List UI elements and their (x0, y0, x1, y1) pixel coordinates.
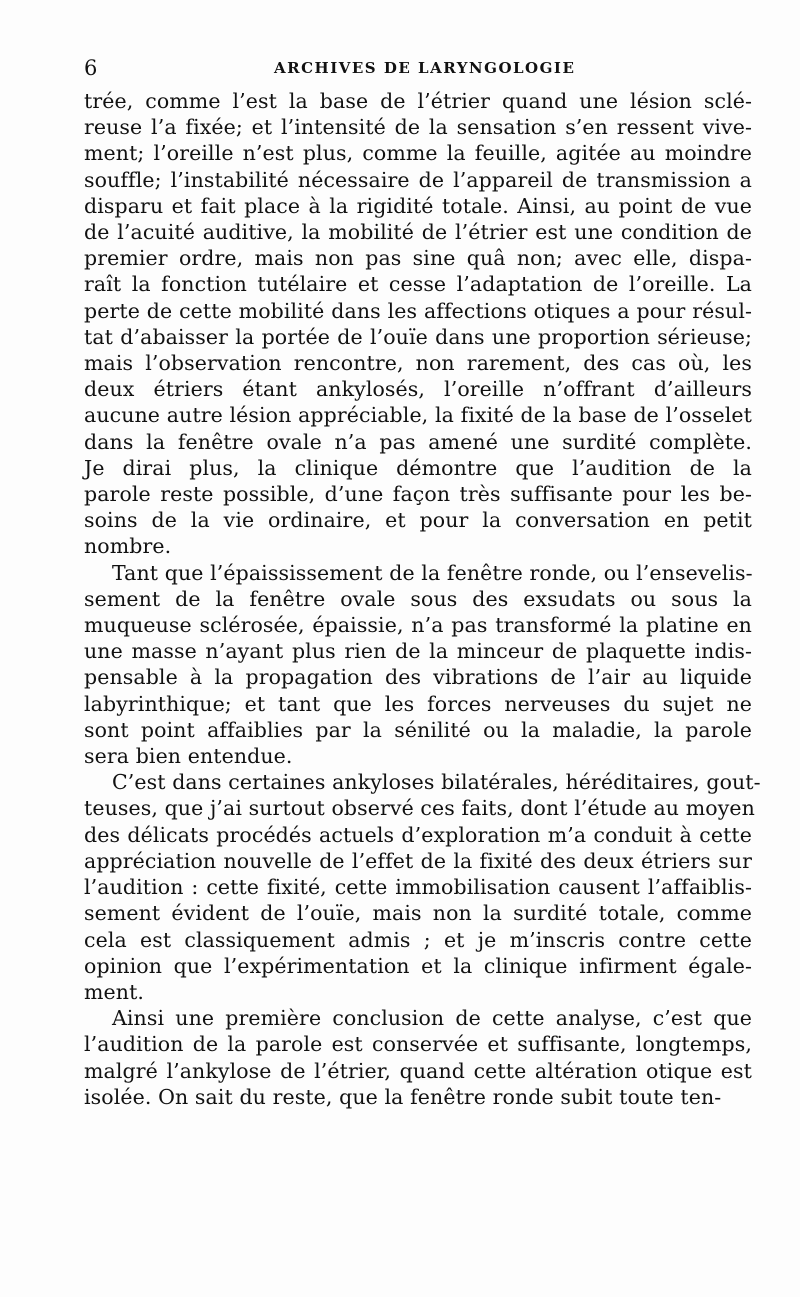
text-line: ment; l’oreille n’est plus, comme la feuille, agitée au moindre (84, 141, 752, 166)
text-line: parole reste possible, d’une façon très suffisante pour les be- (84, 482, 752, 507)
text-line: deux étriers étant ankylosés, l’oreille n’offrant d’ailleurs (84, 377, 752, 402)
text-line: une masse n’ayant plus rien de la minceur de plaquette indis- (84, 639, 752, 664)
text-line: reuse l’a fixée; et l’intensité de la sensation s’en ressent vive- (84, 115, 752, 140)
text-line: l’audition de la parole est conservée et suffisante, longtemps, (84, 1032, 752, 1057)
text-line: mais l’observation rencontre, non rarement, des cas où, les (84, 351, 752, 376)
text-line: tat d’abaisser la portée de l’ouïe dans une proportion sérieuse; (84, 324, 752, 349)
body-text (84, 88, 761, 1110)
text-line: disparu et fait place à la rigidité totale. Ainsi, au point de vue (84, 193, 752, 218)
page-number: 6 (84, 56, 98, 80)
text-line: sement évident de l’ouïe, mais non la surdité totale, comme (84, 901, 752, 926)
text-line: dans la fenêtre ovale n’a pas amené une surdité complète. (84, 429, 752, 454)
text-line: sont point affaiblies par la sénilité ou la maladie, la parole (84, 717, 752, 742)
page-header (84, 56, 752, 84)
text-line: souffle; l’instabilité nécessaire de l’appareil de transmission a (84, 167, 752, 192)
text-line: appréciation nouvelle de l’effet de la fixité des deux étriers sur (84, 848, 752, 873)
text-line: teuses, que j’ai surtout observé ces faits, dont l’étude au moyen (84, 796, 755, 821)
text-line: C’est dans certaines ankyloses bilatérales, héréditaires, gout- (112, 770, 761, 795)
text-line: trée, comme l’est la base de l’étrier quand une lésion sclé- (84, 89, 752, 113)
text-line: nombre. (84, 534, 172, 559)
text-line: ment. (84, 979, 145, 1004)
text-line: sera bien entendue. (84, 744, 293, 769)
text-line: Je dirai plus, la clinique démontre que l’audition de la (84, 455, 752, 480)
text-line: Tant que l’épaississement de la fenêtre ronde, ou l’ensevelis- (112, 560, 753, 585)
text-line: de l’acuité auditive, la mobilité de l’étrier est une condition de (84, 220, 752, 245)
text-line: aucune autre lésion appréciable, la fixité de la base de l’osselet (84, 403, 752, 428)
text-line: cela est classiquement admis ; et je m’inscris contre cette (84, 927, 752, 952)
paragraph (84, 560, 752, 770)
text-line: pensable à la propagation des vibrations de l’air au liquide (84, 665, 752, 690)
text-line: malgré l’ankylose de l’étrier, quand cette altération otique est (84, 1058, 752, 1083)
paragraph (84, 88, 752, 560)
text-line: sement de la fenêtre ovale sous des exsudats ou sous la (84, 586, 752, 611)
text-line: muqueuse sclérosée, épaissie, n’a pas transformé la platine en (84, 613, 752, 638)
text-line: raît la fonction tutélaire et cesse l’adaptation de l’oreille. La (84, 272, 752, 297)
text-line: perte de cette mobilité dans les affections otiques a pour résul- (84, 298, 752, 323)
text-line: opinion que l’expérimentation et la clinique infirment égale- (84, 953, 752, 978)
running-head: ARCHIVES DE LARYNGOLOGIE (274, 59, 576, 77)
text-line: soins de la vie ordinaire, et pour la conversation en petit (84, 508, 752, 533)
paragraph (84, 769, 761, 1005)
text-line: isolée. On sait du reste, que la fenêtre ronde subit toute ten- (84, 1084, 722, 1109)
text-line: l’audition : cette fixité, cette immobilisation causent l’affaiblis- (84, 875, 752, 900)
text-line: premier ordre, mais non pas sine quâ non; avec elle, dispa- (84, 246, 752, 271)
text-line: labyrinthique; et tant que les forces nerveuses du sujet ne (84, 691, 752, 716)
text-line: des délicats procédés actuels d’exploration m’a conduit à cette (84, 822, 752, 847)
paragraph (84, 1005, 752, 1110)
text-line: Ainsi une première conclusion de cette analyse, c’est que (112, 1006, 752, 1031)
